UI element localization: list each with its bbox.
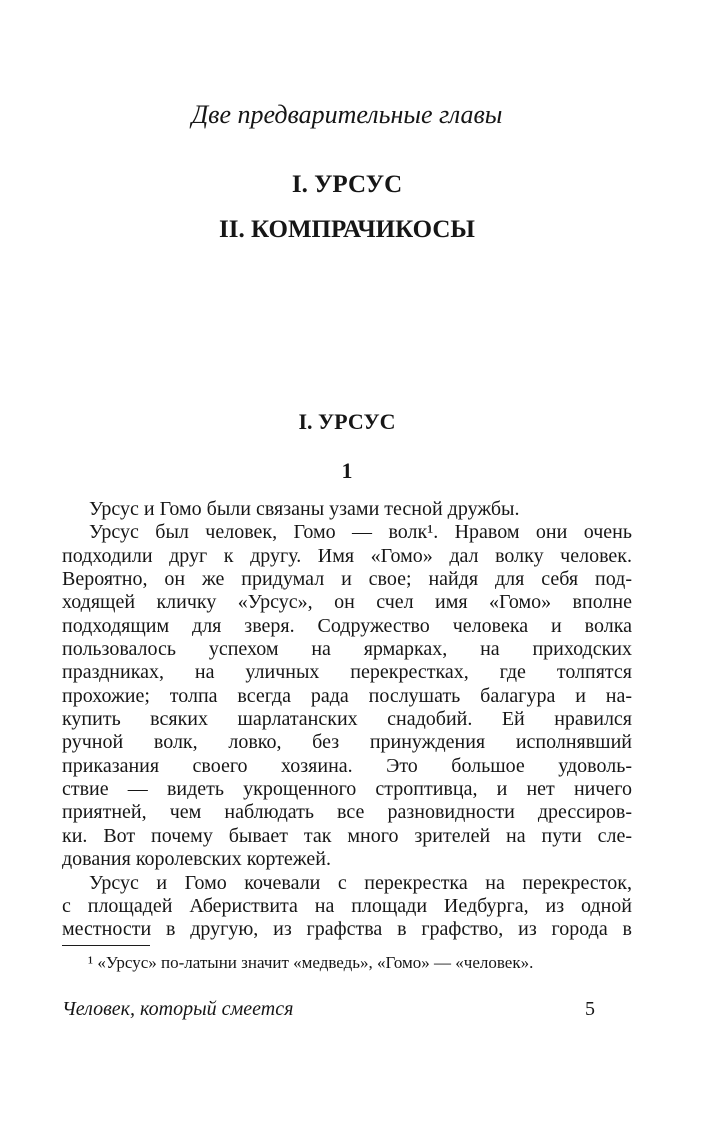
body-line: Урсус и Гомо были связаны узами тесной дружбы. <box>89 498 520 520</box>
body-line: пользовалось успехом на ярмарках, на приходских <box>62 638 632 661</box>
body-line: Вероятно, он же придумал и свое; найдя для себя под- <box>62 568 632 591</box>
page-number: 5 <box>585 998 595 1020</box>
part-heading-1: I. УРСУС <box>291 171 403 198</box>
body-line: местности в другую, из графства в графство, из города в <box>62 918 632 941</box>
body-line: приятней, чем наблюдать все разновидности дрессиров- <box>62 801 632 824</box>
body-line: ходящей кличку «Урсус», он счел имя «Гомо» вполне <box>62 591 632 614</box>
body-text <box>62 498 632 942</box>
footnote-text: ¹ «Урсус» по-латыни значит «медведь», «Гомо» — «человек». <box>88 953 534 972</box>
body-line: с площадей Абериствита на площади Иедбурга, из одной <box>62 894 632 917</box>
part-heading-2: II. КОМПРАЧИКОСЫ <box>219 216 475 243</box>
body-line: ки. Вот почему бывает так много зрителей на пути сле- <box>62 824 632 847</box>
body-line: купить всяких шарлатанских снадобий. Ей нравился <box>62 708 632 731</box>
running-title: Человек, который смеется <box>62 998 294 1020</box>
chapter-note-heading: Две предварительные главы <box>191 100 503 129</box>
body-line: ручной волк, ловко, без принуждения исполнявший <box>62 731 632 754</box>
footnote-separator <box>62 945 150 946</box>
page-footer <box>62 997 632 1021</box>
body-line: приказания своего хозяина. Это большое удоволь- <box>62 754 632 777</box>
body-line: подходящим для зверя. Содружество человека и волка <box>62 614 632 637</box>
body-line: прохожие; толпа всегда рада послушать балагура и на- <box>62 684 632 707</box>
body-line: подходили друг к другу. Имя «Гомо» дал волку человек. <box>62 544 632 567</box>
body-line: Урсус был человек, Гомо — волк¹. Нравом они очень <box>89 521 632 544</box>
body-line: ствие — видеть укрощенного строптивца, и нет ничего <box>62 778 632 801</box>
body-line: дования королевских кортежей. <box>62 848 331 871</box>
body-line: Урсус и Гомо кочевали с перекрестка на перекресток, <box>89 871 632 894</box>
body-line: праздниках, на уличных перекрестках, где толпятся <box>62 661 632 684</box>
section-title: I. УРСУС <box>298 409 396 434</box>
section-number: 1 <box>341 458 353 483</box>
